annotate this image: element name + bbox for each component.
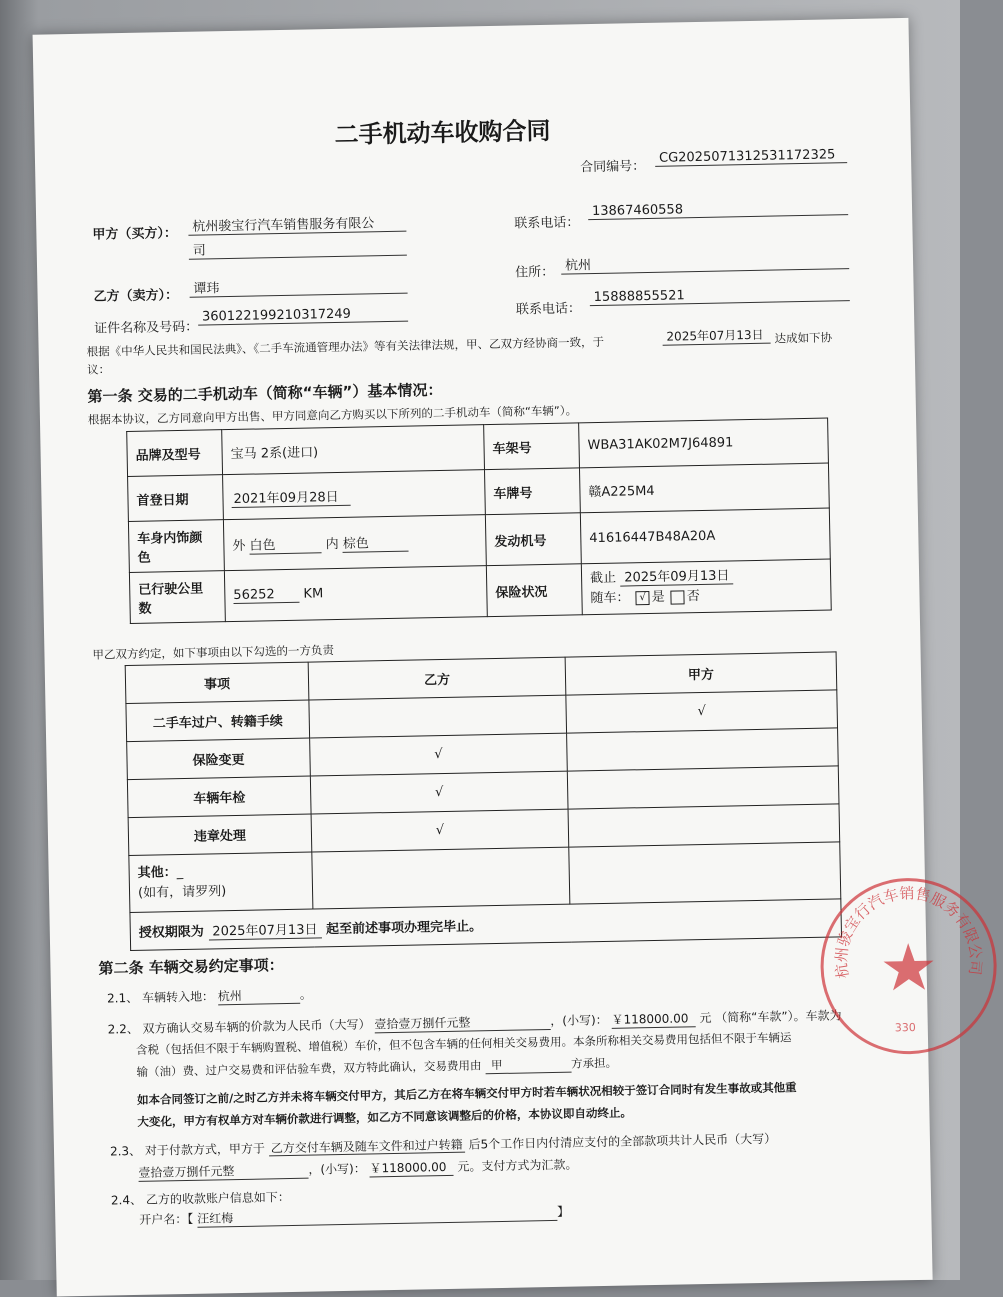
clause-bold-line1: 如本合同签订之前/之时乙方并未将车辆交付甲方，其后乙方在将车辆交付甲方时若车辆状况相较于签订合同时有发生事故或其他重 bbox=[136, 1080, 797, 1107]
brand-value: 宝马 2系(进口) bbox=[222, 425, 485, 475]
payment-end: 元。支付方式为汇款。 bbox=[457, 1157, 578, 1174]
duty-a-mark bbox=[567, 766, 839, 809]
checkbox-no[interactable] bbox=[671, 590, 685, 604]
reg-date-cell bbox=[223, 470, 486, 520]
clause-2-2-line3 bbox=[136, 1055, 617, 1081]
clause-2-3-text: 对于付款方式，甲方于 bbox=[144, 1141, 266, 1158]
clause-2-2-line3a: 输（油）费、过户交易费和评估验车费，双方特此确认，交易费用由 bbox=[136, 1058, 482, 1079]
engine-label: 发动机号 bbox=[485, 513, 581, 566]
buyer-phone: 13867460558 bbox=[588, 199, 848, 220]
account-name: 汪红梅 bbox=[197, 1203, 557, 1228]
ext-color: 白色 bbox=[249, 533, 321, 554]
clause-2-1-text: 车辆转入地： bbox=[141, 989, 215, 1005]
buyer-phone-label: 联系电话： bbox=[514, 215, 580, 232]
buyer-name-line1: 杭州骏宝行汽车销售服务有限公 bbox=[188, 212, 406, 236]
other-label: 其他： bbox=[137, 865, 177, 881]
preamble-text: 根据《中华人民共和国民法典》、《二手车流通管理办法》等有关法律法规，甲、乙双方经协商一致，于 bbox=[86, 334, 605, 359]
article1-intro: 根据本协议，乙方同意向甲方出售、甲方同意向乙方购买以下所列的二手机动车（简称“车辆”）。 bbox=[87, 403, 578, 427]
contract-no-label: 合同编号： bbox=[580, 159, 646, 176]
clause-bold-line2: 大变化，甲方有权单方对车辆价款进行调整，如乙方不同意该调整后的价格，本协议即自动终止。 bbox=[137, 1105, 632, 1129]
payment-condition: 乙方交付车辆及随车文件和过户转籍 bbox=[269, 1138, 465, 1157]
clause-2-4 bbox=[111, 1188, 290, 1208]
mileage-cell bbox=[224, 566, 487, 622]
clause-2-1-end: 。 bbox=[299, 987, 312, 1002]
vehicle-info-table bbox=[126, 418, 832, 624]
contract-page bbox=[33, 18, 985, 1297]
price-unit: 元 （简称“车款”）。车款为 bbox=[699, 1008, 842, 1026]
mileage-label-line2: 数 bbox=[138, 601, 152, 617]
seller-label: 乙方（卖方）： bbox=[93, 288, 179, 305]
clause-2-3-rest: 后5个工作日内付清应支付的全部款项共计人民币（大写） bbox=[468, 1131, 777, 1152]
with-car-label: 随车： bbox=[590, 590, 630, 607]
reg-date-value: 2021年09月28日 bbox=[231, 489, 350, 507]
int-color: 棕色 bbox=[343, 532, 409, 553]
seller-id: 360122199210317249 bbox=[198, 306, 408, 326]
clause-2-1-no: 2.1、 bbox=[106, 990, 139, 1006]
insurance-cell bbox=[581, 559, 831, 615]
duty-a-mark: √ bbox=[566, 690, 838, 733]
col-item: 事项 bbox=[125, 662, 309, 704]
fee-payer: 甲 bbox=[485, 1056, 571, 1075]
plate-value: 赣A225M4 bbox=[579, 463, 829, 513]
duty-b-mark: √ bbox=[310, 733, 568, 776]
mileage-label bbox=[129, 571, 225, 624]
other-a bbox=[569, 842, 841, 904]
clause-2-2-text: 双方确认交易车辆的价款为人民币（大写） bbox=[142, 1017, 371, 1036]
clause-2-3-line2 bbox=[138, 1155, 577, 1181]
duty-b-mark: √ bbox=[311, 809, 569, 852]
seller-address-label: 住所： bbox=[515, 264, 555, 281]
duty-item: 违章处理 bbox=[128, 814, 312, 856]
price-small-label: ，(小写)： bbox=[550, 1012, 608, 1028]
auth-date: 2025年07月13日 bbox=[208, 922, 321, 940]
seal-text: 杭州骏宝行汽车销售服务有限公司 bbox=[832, 884, 985, 980]
other-hint: (如有，请罗列) bbox=[137, 884, 227, 901]
int-prefix: 内 bbox=[325, 536, 339, 553]
vin-value: WBA31AK02M7J64891 bbox=[579, 418, 829, 468]
seal-graphic bbox=[822, 879, 995, 1052]
color-label-line2: 色 bbox=[137, 550, 151, 566]
seller-name: 谭玮 bbox=[189, 274, 407, 298]
clause-2-2-no: 2.2、 bbox=[107, 1021, 139, 1037]
contract-no-value: CG2025071312531172325 bbox=[655, 147, 847, 167]
clause-2-4-text: 乙方的收款账户信息如下： bbox=[145, 1190, 290, 1207]
seller-phone: 15888855521 bbox=[590, 285, 850, 306]
duty-item: 二手车过户、转籍手续 bbox=[126, 700, 310, 742]
mileage-value: 56252 bbox=[233, 587, 299, 604]
payment-upper: 壹拾壹万捌仟元整 bbox=[138, 1161, 308, 1182]
account-close: 】 bbox=[556, 1204, 570, 1219]
color-label bbox=[128, 520, 224, 573]
clause-2-2-line2: 含税（包括但不限于车辆购置税、增值税）车价，但不包含车辆的任何相关交易费用。本条所称相关交易费用包括但不限于车辆运 bbox=[135, 1030, 792, 1057]
yes-label: 是 bbox=[651, 589, 665, 605]
clause-2-3 bbox=[110, 1130, 776, 1160]
duty-item: 车辆年检 bbox=[127, 776, 311, 818]
seller-phone-label: 联系电话： bbox=[515, 301, 582, 318]
ext-prefix: 外 bbox=[232, 538, 246, 555]
brand-label: 品牌及型号 bbox=[127, 430, 223, 477]
article2-heading: 第二条 车辆交易约定事项： bbox=[98, 956, 284, 978]
article1-heading: 第一条 交易的二手机动车（简称“车辆”）基本情况： bbox=[87, 380, 443, 406]
engine-value: 41616447B48A20A bbox=[580, 508, 830, 564]
mileage-label-line1: 已行驶公里 bbox=[138, 581, 204, 598]
no-label: 否 bbox=[686, 589, 700, 605]
other-cell bbox=[129, 852, 313, 913]
preamble-text-end: 达成如下协 bbox=[774, 330, 833, 346]
buyer-name-line2: 司 bbox=[189, 236, 407, 260]
plate-label: 车牌号 bbox=[484, 468, 580, 515]
color-cell bbox=[223, 515, 486, 571]
clause-2-4-no: 2.4、 bbox=[110, 1192, 143, 1208]
duty-b-mark bbox=[309, 695, 567, 738]
auth-label: 授权期限为 bbox=[138, 924, 204, 941]
payment-small: ￥118000.00 bbox=[369, 1158, 453, 1178]
clause-2-3-no: 2.3、 bbox=[109, 1143, 142, 1159]
clause-2-1 bbox=[107, 986, 312, 1008]
clause-2-1-value: 杭州 bbox=[218, 986, 300, 1006]
col-party-b: 乙方 bbox=[308, 657, 566, 700]
insurance-prefix: 截止 bbox=[589, 570, 617, 587]
mileage-unit: KM bbox=[303, 586, 324, 602]
seal-star-icon bbox=[883, 943, 934, 991]
document-title: 二手机动车收购合同 bbox=[334, 116, 551, 149]
account-label: 开户名： bbox=[139, 1211, 188, 1227]
clause-2-2-line3b: 方承担。 bbox=[570, 1055, 618, 1071]
color-label-line1: 车身内饰颜 bbox=[137, 530, 203, 547]
price-small: ￥118000.00 bbox=[611, 1009, 695, 1029]
duties-intro: 甲乙双方约定，如下事项由以下勾选的一方负责 bbox=[92, 643, 335, 662]
other-blank: _ bbox=[176, 865, 184, 881]
reg-date-label: 首登日期 bbox=[128, 475, 224, 522]
auth-suffix: 起至前述事项办理完毕止。 bbox=[325, 919, 483, 938]
seller-id-label: 证件名称及号码： bbox=[94, 319, 199, 337]
duty-item: 保险变更 bbox=[127, 738, 311, 780]
company-seal bbox=[819, 876, 998, 1055]
insurance-label: 保险状况 bbox=[486, 564, 582, 617]
preamble-date: 2025年07月13日 bbox=[662, 326, 770, 346]
payment-small-label: ，(小写)： bbox=[308, 1161, 366, 1177]
account-open: 【 bbox=[187, 1211, 194, 1226]
checkbox-yes[interactable]: √ bbox=[636, 591, 650, 605]
buyer-label: 甲方（买方）： bbox=[92, 226, 178, 243]
duty-a-mark bbox=[567, 728, 839, 771]
seller-address: 杭州 bbox=[561, 249, 849, 275]
other-b bbox=[312, 847, 570, 909]
price-upper: 壹拾壹万捌仟元整 bbox=[374, 1012, 550, 1033]
preamble-text-wrap: 议： bbox=[86, 362, 111, 377]
duty-b-mark: √ bbox=[310, 771, 568, 814]
seal-code: 330 bbox=[894, 1020, 916, 1035]
duties-table bbox=[125, 651, 842, 951]
insurance-date: 2025年09月13日 bbox=[620, 568, 733, 586]
duty-a-mark bbox=[568, 804, 840, 847]
col-party-a: 甲方 bbox=[565, 652, 837, 695]
vin-label: 车架号 bbox=[484, 423, 580, 470]
